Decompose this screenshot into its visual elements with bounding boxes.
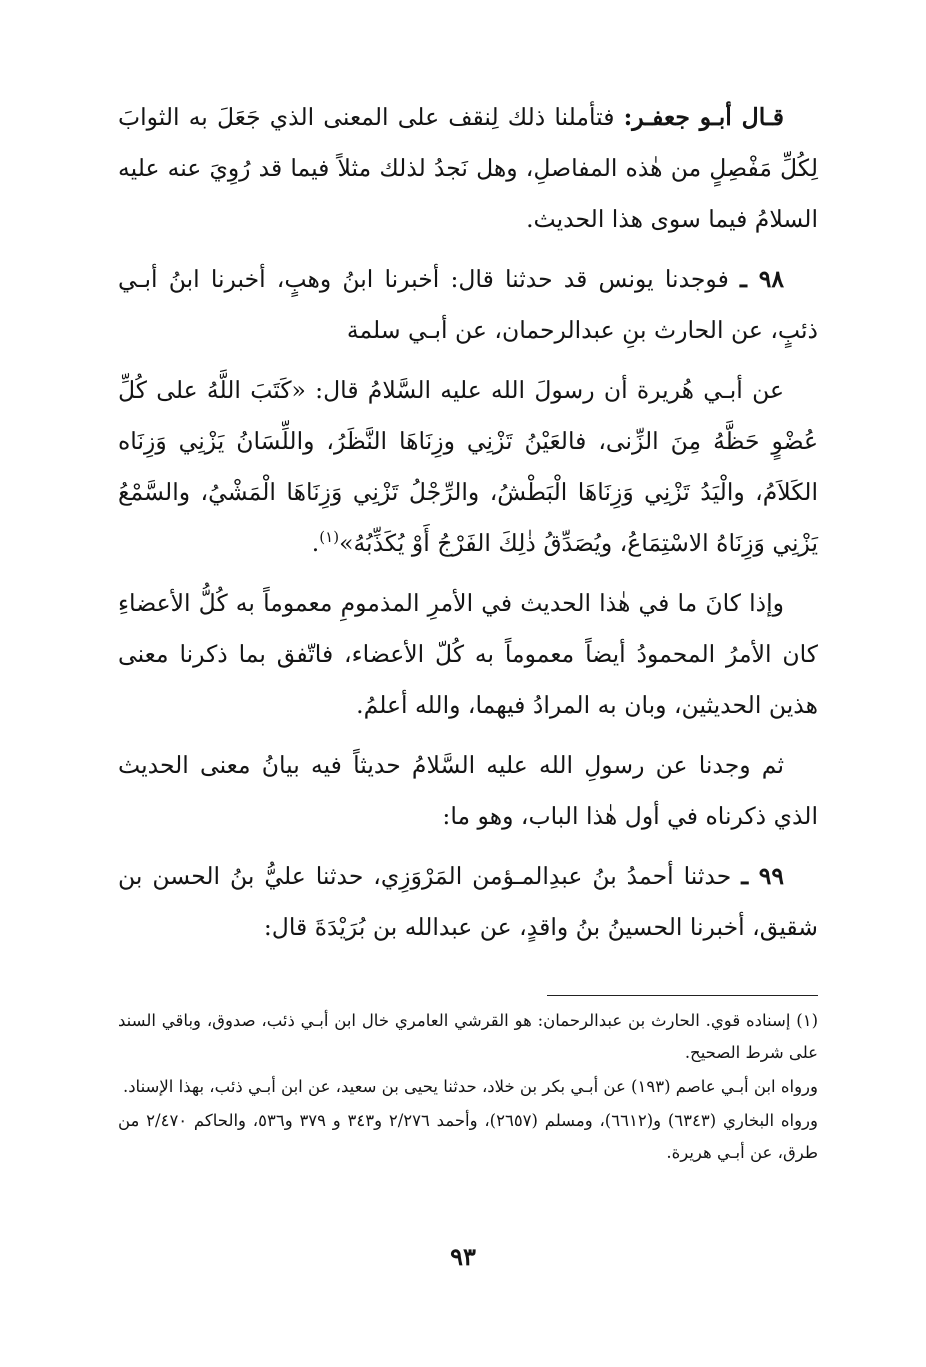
paragraph-5 [118,740,818,842]
paragraph-3 [118,365,818,569]
footnote-divider [547,995,818,996]
hadith-number: ٩٩ ـ [741,862,784,890]
paragraph-lead: قـال أبـو جعفـر: [623,103,784,131]
paragraph-1 [118,92,818,245]
footnote-reference: (١) [319,528,340,547]
paragraph-text: حدثنا أحمدُ بنُ عبدِالمـؤمن المَرْوَزِي، حدثنا عليُّ بنُ الحسن بن شقيق، أخبرنا الحسينُ بنُ واقدٍ، عن عبدالله بن بُرَيْدَةَ قال: [118,862,818,941]
footnote-1-sources: ورواه البخاري (٦٣٤٣) و(٦٦١٢)، ومسلم (٢٦٥٧)، وأحمد ٢/٢٧٦ و٣٤٣ و ٣٧٩ و٥٣٦، والحاكم ٢/٤٧٠ من طرق، عن أبـي هريرة. [118,1111,818,1162]
page-body [118,92,818,962]
paragraph-text: فوجدنا يونس قد حدثنا قال: أخبرنا ابنُ وهبٍ، أخبرنا ابنُ أبـي ذئبٍ، عن الحارث بنِ عبدالرحمان، عن أبـي سلمة [118,265,818,344]
paragraph-text: عن أبـي هُريرة أن رسولَ الله عليه السَّلامُ قال: «كَتَبَ اللَّهُ على كُلِّ عُضْوٍ حَظَّهُ مِنَ الزِّنى، فالعَيْنُ تَزْنِي وزِنَاهَا النَّظَرُ، واللِّسَانُ يَزْنِي وَزِنَاه الكَلاَمُ، والْيَدُ تَزْنِي وَزِنَاهَا الْبَطْشُ، والرِّجْلُ تَزْنِي وَزِنَاهَا الْمَشْيُ، والسَّمْعُ يَزْنِي وَزِنَاهُ الاسْتِمَاعُ، ويُصَدِّقُ ذٰلِكَ الفَرْجُ أَوْ يُكَذِّبُهُ» [118,376,818,557]
paragraph-hadith-99 [118,851,818,953]
footnote-1: (١) إسناده قوي. الحارث بن عبدالرحمان: هو القرشي العامري خال ابن أبـي ذئب، صدوق، وباقي السند على شرط الصحيح. [118,1011,818,1062]
paragraph-4 [118,578,818,731]
paragraph-hadith-98 [118,254,818,356]
paragraph-end: . [311,529,320,557]
paragraph-text: وإذا كانَ ما في هٰذا الحديث في الأمرِ المذمومِ معموماً به كُلُّ الأعضاءِ كان الأمرُ المحمودُ أيضاً معموماً به كُلّ الأعضاء، فاتّفق بما ذكرنا معنى هذين الحديثين، وبان به المرادُ فيهما، والله أعلمُ. [118,589,818,719]
paragraph-text: ثم وجدنا عن رسولِ الله عليه السَّلامُ حديثاً فيه بيانُ معنى الحديث الذي ذكرناه في أول هٰذا الباب، وهو ما: [118,751,818,830]
hadith-number: ٩٨ ـ [739,265,784,293]
paragraph-text: فتأملنا ذلك لِنقف على المعنى الذي جَعَلَ به الثوابَ لِكُلِّ مَفْصِلٍ من هٰذه المفاصلِ، وهل نَجدُ لذلك مثلاً فيما قد رُوِيَ عنه عليه السلامُ فيما سوى هذا الحديث. [118,103,818,233]
footnote-1-continued: ورواه ابن أبـي عاصم (١٩٣) عن أبـي بكر بن خلاد، حدثنا يحيى بن سعيد، عن ابن أبـي ذئب، بهذا الإسناد. [122,1077,818,1096]
footnotes [118,1005,818,1171]
page-number: ٩٣ [450,1242,476,1271]
